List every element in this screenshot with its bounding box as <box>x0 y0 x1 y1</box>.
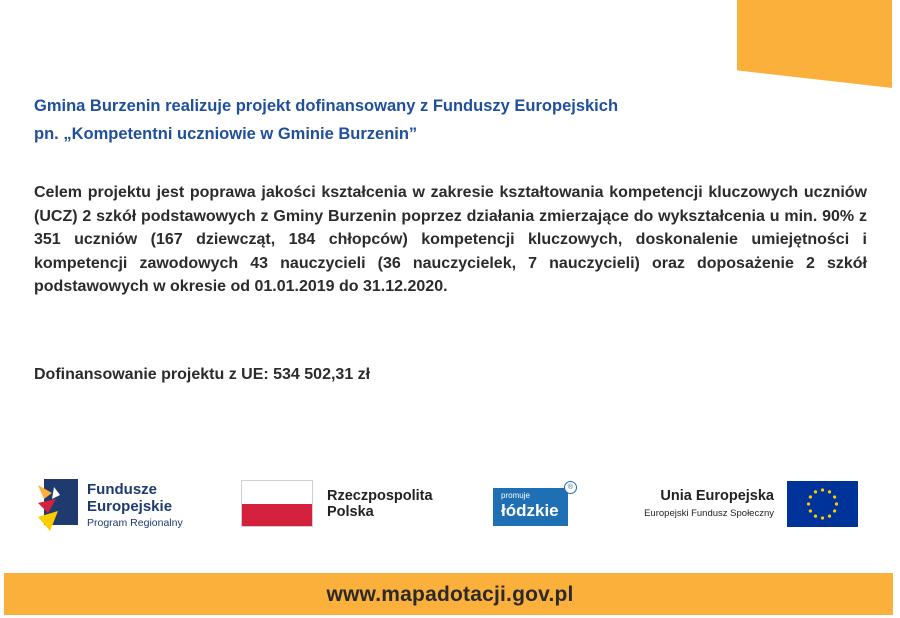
fe-line-2: Europejskie <box>87 498 173 515</box>
fundusze-europejskie-text <box>87 481 183 530</box>
eu-star-icon <box>835 502 838 505</box>
eu-star-icon <box>814 515 817 518</box>
lodzkie-logo <box>493 488 568 526</box>
eu-star-icon <box>809 495 812 498</box>
fe-line-1: Fundusze <box>87 481 157 498</box>
rzeczpospolita-polska-text <box>327 488 433 520</box>
ue-line-1: Unia Europejska <box>660 488 774 504</box>
rp-line-1: Rzeczpospolita <box>327 488 433 504</box>
title-line-2: pn. „Kompetentni uczniowie w Gminie Burzenin” <box>34 125 418 143</box>
funding-amount: Dofinansowanie projektu z UE: 534 502,31 zł <box>34 366 371 383</box>
eu-star-icon <box>828 515 831 518</box>
eu-star-icon <box>809 509 812 512</box>
project-description: Celem projektu jest poprawa jakości kształcenia w zakresie kształtowania kompetencji kluczowych uczniów (UCZ) 2 szkół podstawowych z Gminy Burzenin poprzez działania zmierzające do wykształcenia u min. 90% z 351 uczniów (167 dziewcząt, 184 chłopców) kompetencji kluczowych, doskonalenie umiejętności i kompetencji zawodowych 43 nauczycieli (36 nauczycielek, 7 nauczycieli) oraz doposażenie 2 szkół podstawowych w okresie od 01.01.2019 do 31.12.2020. <box>34 184 867 296</box>
rp-line-2: Polska <box>327 504 374 520</box>
corner-decoration <box>737 0 892 88</box>
eu-star-icon <box>821 488 824 491</box>
eu-star-icon <box>833 509 836 512</box>
registered-mark-icon: ® <box>564 481 577 494</box>
eu-flag-icon <box>787 481 858 527</box>
eu-star-icon <box>821 516 824 519</box>
page-title <box>34 92 794 148</box>
lodz-big-text: łódzkie <box>501 501 559 520</box>
fe-line-3: Program Regionalny <box>87 517 183 529</box>
eu-star-icon <box>828 490 831 493</box>
unia-europejska-text <box>624 487 774 521</box>
lodz-small-text: promuje <box>501 491 530 500</box>
eu-star-icon <box>807 502 810 505</box>
title-line-1: Gmina Burzenin realizuje projekt dofinansowany z Funduszy Europejskich <box>34 97 619 115</box>
eu-star-icon <box>814 490 817 493</box>
polish-flag-icon <box>241 480 313 527</box>
fundusze-europejskie-logo-icon <box>38 473 78 531</box>
ue-line-2: Europejski Fundusz Społeczny <box>644 508 774 519</box>
eu-star-icon <box>833 495 836 498</box>
footer-url: www.mapadotacji.gov.pl <box>326 583 574 606</box>
